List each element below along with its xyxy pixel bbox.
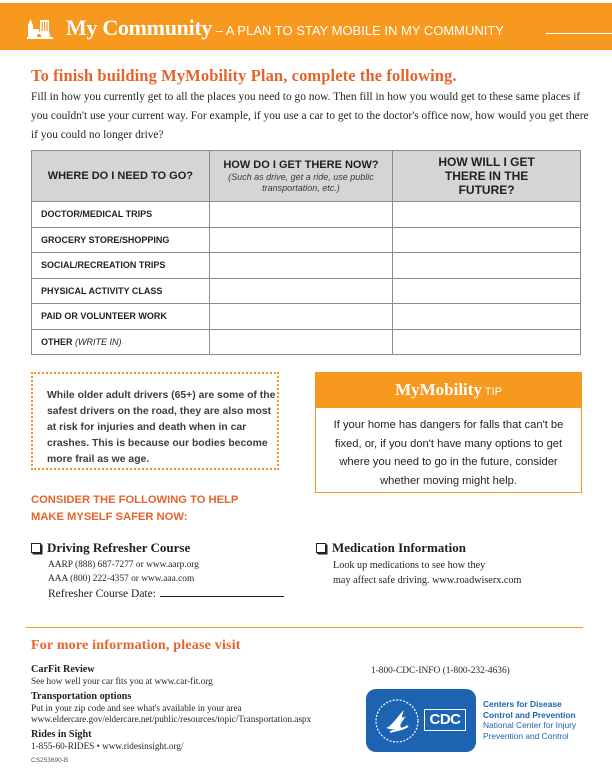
older-driver-fact-box [31, 372, 279, 470]
banner-title-main: My Community [66, 15, 213, 40]
driving-refresher-title: Driving Refresher Course [47, 540, 191, 555]
destination-cell [32, 253, 210, 279]
cdc-info-phone: 1-800-CDC-INFO (1-800-232-4636) [371, 666, 510, 676]
refresher-date-row [31, 586, 284, 603]
resource-item [31, 729, 361, 753]
destination-cell [32, 202, 210, 228]
now-cell[interactable] [209, 329, 393, 355]
resource-list [31, 664, 361, 755]
medication-info-title: Medication Information [332, 540, 466, 555]
cdc-org-line: Centers for Disease [483, 699, 562, 709]
tip-header [316, 373, 581, 408]
column-header-hint: (Such as drive, get a ride, use public transportation, etc.) [228, 171, 374, 193]
resource-line: www.eldercare.gov/eldercare.net/public/resources/topic/Transportation.aspx [31, 714, 312, 724]
resource-line: See how well your car fits you at www.car-fit.org [31, 676, 213, 686]
page-banner [0, 3, 612, 50]
tip-body [316, 408, 581, 490]
now-cell[interactable] [209, 227, 393, 253]
banner-subtitle: – A PLAN TO STAY MOBILE IN MY COMMUNITY [212, 23, 504, 38]
document-code: CS253690-B [31, 757, 69, 764]
column-header-label: WHERE DO I NEED TO GO? [47, 169, 193, 182]
driving-refresher-item [31, 540, 284, 603]
table-row [32, 253, 581, 279]
tip-tag: TIP [481, 386, 502, 398]
section-divider [26, 627, 583, 628]
medication-info-heading [316, 540, 521, 556]
now-cell[interactable] [209, 202, 393, 228]
table-header-row [32, 151, 581, 202]
destination-label: SOCIAL/RECREATION TRIPS [41, 260, 166, 271]
table-row [32, 329, 581, 355]
table-row [32, 227, 581, 253]
future-cell[interactable] [393, 253, 581, 279]
column-header-now [209, 151, 393, 202]
future-cell[interactable] [393, 329, 581, 355]
destination-label: PAID OR VOLUNTEER WORK [41, 311, 167, 322]
cdc-center-line: National Center for Injury [483, 720, 577, 730]
medication-info-item [316, 540, 521, 588]
cdc-logo [366, 689, 476, 752]
aarp-contact: AARP (888) 687-7277 or www.aarp.org [48, 560, 199, 570]
medication-info-checkbox[interactable] [316, 543, 326, 553]
destination-cell [32, 278, 210, 304]
medication-info-line: Look up medications to see how they [333, 560, 486, 571]
future-cell[interactable] [393, 202, 581, 228]
table-row [32, 278, 581, 304]
refresher-date-label: Refresher Course Date: [48, 588, 156, 600]
write-in-note: (WRITE IN) [75, 336, 122, 347]
intro-body: Fill in how you currently get to all the places you need to go now. Then fill in how you would get to these same places if you couldn't use your current way. For example, if you use a car to get to the doctor's office now, how would you get there if you could no longer drive? [31, 91, 589, 141]
cdc-center-line: Prevention and Control [483, 730, 569, 741]
resource-title: Rides in Sight [31, 728, 92, 740]
mymobility-tip-box [315, 372, 582, 493]
community-buildings-icon [27, 17, 53, 39]
banner-rule [546, 33, 612, 34]
column-header-label: HOW DO I GET THERE NOW? [223, 158, 379, 171]
fact-text: While older adult drivers (65+) are some of the safest drivers on the road, they are also most at risk for injuries and death when in car crashes. This is because our bodies become more frail as we age. [47, 390, 276, 465]
consider-heading-line: CONSIDER THE FOLLOWING TO HELP [31, 494, 239, 506]
cdc-wordmark: CDC [424, 709, 466, 731]
more-info-heading: For more information, please visit [31, 638, 241, 653]
future-cell[interactable] [393, 278, 581, 304]
now-cell[interactable] [209, 278, 393, 304]
medication-info-line: may affect safe driving. www.roadwiserx.com [333, 575, 522, 586]
resource-title: Transportation options [31, 690, 132, 702]
future-cell[interactable] [393, 304, 581, 330]
destination-label: DOCTOR/MEDICAL TRIPS [41, 209, 153, 220]
resource-item [31, 664, 361, 688]
destination-cell [32, 329, 210, 355]
table-row [32, 304, 581, 330]
resource-item [31, 691, 361, 726]
future-cell[interactable] [393, 227, 581, 253]
resource-title: CarFit Review [31, 664, 95, 675]
tip-title: MyMobility [395, 380, 482, 399]
driving-refresher-checkbox[interactable] [31, 543, 41, 553]
cdc-org-line: Control and Prevention [483, 709, 576, 720]
mobility-plan-table [31, 150, 581, 355]
resource-line: Put in your zip code and see what's available in your area [31, 702, 242, 713]
banner-title [66, 15, 504, 41]
column-header-where [32, 151, 210, 202]
now-cell[interactable] [209, 253, 393, 279]
destination-cell [32, 304, 210, 330]
cdc-org-name [483, 699, 576, 741]
destination-label: OTHER [41, 336, 73, 347]
column-header-future [393, 151, 581, 202]
column-header-label: HOW WILL I GET THERE IN THE FUTURE? [438, 155, 535, 197]
resource-line: 1-855-60-RIDES • www.ridesinsight.org/ [31, 740, 184, 751]
intro-heading: To finish building MyMobility Plan, complete the following. [31, 66, 457, 85]
table-row [32, 202, 581, 228]
hhs-eagle-icon [372, 696, 422, 746]
aaa-contact: AAA (800) 222-4357 or www.aaa.com [48, 573, 195, 584]
destination-cell [32, 227, 210, 253]
consider-heading-line: MAKE MYSELF SAFER NOW: [31, 511, 188, 523]
refresher-date-field[interactable] [160, 586, 284, 597]
destination-label: GROCERY STORE/SHOPPING [41, 234, 170, 245]
consider-heading [31, 492, 238, 526]
now-cell[interactable] [209, 304, 393, 330]
destination-label: PHYSICAL ACTIVITY CLASS [41, 285, 163, 296]
tip-text: If your home has dangers for falls that can't be fixed, or, if you don't have many options to get where you need to go in the future, consider whether moving might help. [333, 419, 564, 487]
driving-refresher-heading [31, 540, 284, 556]
